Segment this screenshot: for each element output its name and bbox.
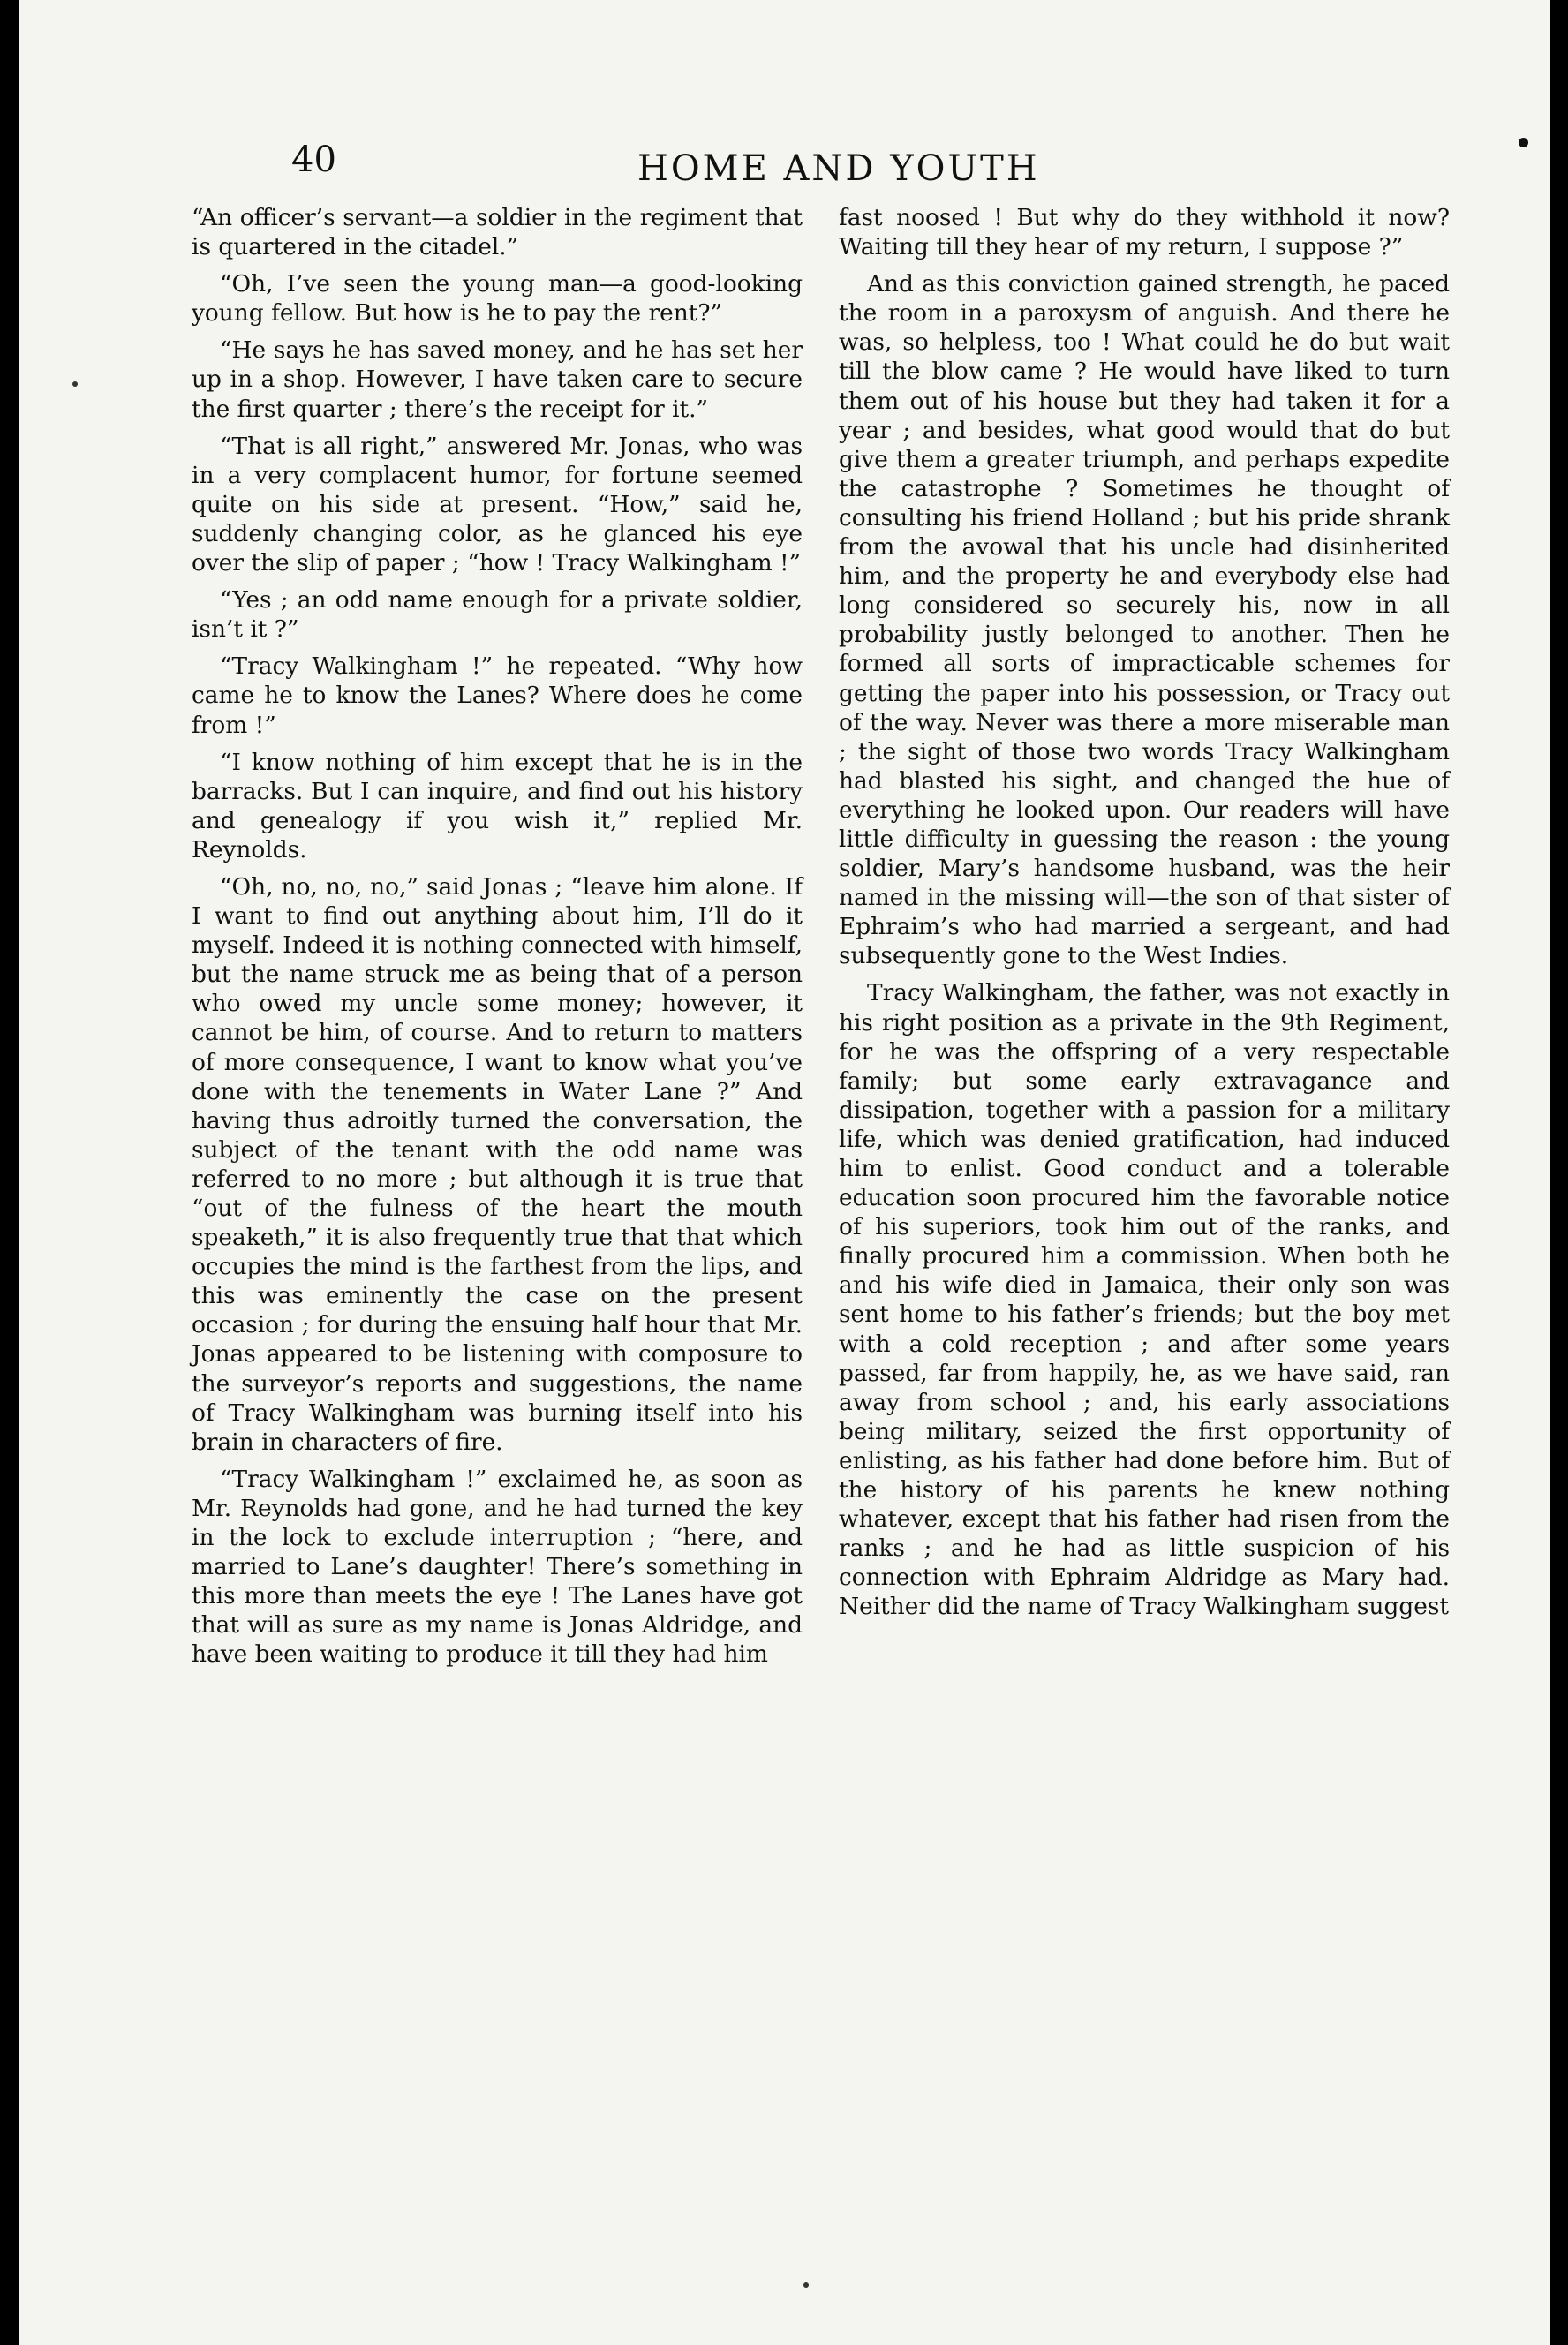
page-number: 40 bbox=[291, 139, 336, 180]
paragraph: “That is all right,” answered Mr. Jonas, who was in a very complacent humor, for fortune seemed quite on his side at present. “How,” said he, suddenly changing color, as he glanced his eye over the slip of paper ; “how ! Tracy Walkingham !” bbox=[192, 432, 803, 577]
paragraph: “Oh, no, no, no,” said Jonas ; “leave him alone. If I want to find out anything about him, I’ll do it myself. Indeed it is nothing connected with himself, but the name struck me as being that of a person who owed my uncle some money; however, it cannot be him, of course. And to return to matters of more consequence, I want to know what you’ve done with the tenements in Water Lane ?” And having thus adroitly turned the conversation, the subject of the tenant with the odd name was referred to no more ; but although it is true that “out of the fulness of the heart the mouth speaketh,” it is also frequently true that that which occupies the mind is the farthest from the lips, and this was eminently the case on the present occasion ; for during the ensuing half hour that Mr. Jonas appeared to be listening with composure to the surveyor’s reports and suggestions, the name of Tracy Walkingham was burning itself into his brain in characters of fire. bbox=[192, 872, 803, 1456]
paragraph: “An officer’s servant—a soldier in the regiment that is quartered in the citadel.” bbox=[192, 204, 803, 261]
ink-speck bbox=[803, 2282, 809, 2288]
paragraph: “Oh, I’ve seen the young man—a good-looking young fellow. But how is he to pay the rent?” bbox=[192, 270, 803, 328]
paragraph: “Tracy Walkingham !” he repeated. “Why how came he to know the Lanes? Where does he come from !” bbox=[192, 652, 803, 739]
ink-dot-mark bbox=[1519, 138, 1528, 147]
paragraph: “I know nothing of him except that he is in the barracks. But I can inquire, and find out his history and genealogy if you wish it,” replied Mr. Reynolds. bbox=[192, 748, 803, 863]
paragraph: “Tracy Walkingham !” exclaimed he, as soon as Mr. Reynolds had gone, and he had turned the key in the lock to exclude interruption ; “here, and married to Lane’s daughter! There’s something in this more than meets the eye ! The Lanes have got that will as sure as my name is Jonas Aldridge, and have been waiting to produce it till they had him bbox=[192, 1465, 803, 1669]
ink-speck bbox=[72, 381, 78, 387]
running-title: HOME AND YOUTH bbox=[637, 148, 1040, 189]
paragraph: “He says he has saved money, and he has set her up in a shop. However, I have taken care to secure the first quarter ; there’s the receipt for it.” bbox=[192, 336, 803, 423]
book-page bbox=[19, 0, 1550, 2345]
paragraph: “Yes ; an odd name enough for a private soldier, isn’t it ?” bbox=[192, 586, 803, 644]
paragraph: fast noosed ! But why do they withhold it now? Waiting till they hear of my return, I suppose ?” bbox=[839, 204, 1450, 261]
left-column bbox=[192, 203, 803, 1678]
paragraph: Tracy Walkingham, the father, was not exactly in his right position as a private in the 9th Regiment, for he was the offspring of a very respectable family; but some early extravagance and dissipation, together with a passion for a military life, which was denied gratification, had induced him to enlist. Good conduct and a tolerable education soon procured him the favorable notice of his superiors, took him out of the ranks, and finally procured him a commission. When both he and his wife died in Jamaica, their only son was sent home to his father’s friends; but the boy met with a cold reception ; and after some years passed, far from happily, he, as we have said, ran away from school ; and, his early associations being military, seized the first opportunity of enlisting, as his father had done before him. But of the history of his parents he knew nothing whatever, except that his father had risen from the ranks ; and he had as little suspicion of his connection with Ephraim Aldridge as Mary had. Neither did the name of Tracy Walkingham suggest bbox=[839, 979, 1450, 1621]
paragraph: And as this conviction gained strength, he paced the room in a paroxysm of anguish. And there he was, so helpless, too ! What could he do but wait till the blow came ? He would have liked to turn them out of his house but they had taken it for a year ; and besides, what good would that do but give them a greater triumph, and perhaps expedite the catastrophe ? Sometimes he thought of consulting his friend Holland ; but his pride shrank from the avowal that his uncle had disinherited him, and the property he and everybody else had long considered so securely his, now in all probability justly belonged to another. Then he formed all sorts of impracticable schemes for getting the paper into his possession, or Tracy out of the way. Never was there a more miserable man ; the sight of those two words Tracy Walkingham had blasted his sight, and changed the hue of everything he looked upon. Our readers will have little difficulty in guessing the reason : the young soldier, Mary’s handsome husband, was the heir named in the missing will—the son of that sister of Ephraim’s who had married a sergeant, and had subsequently gone to the West Indies. bbox=[839, 270, 1450, 970]
right-column bbox=[839, 203, 1450, 1630]
